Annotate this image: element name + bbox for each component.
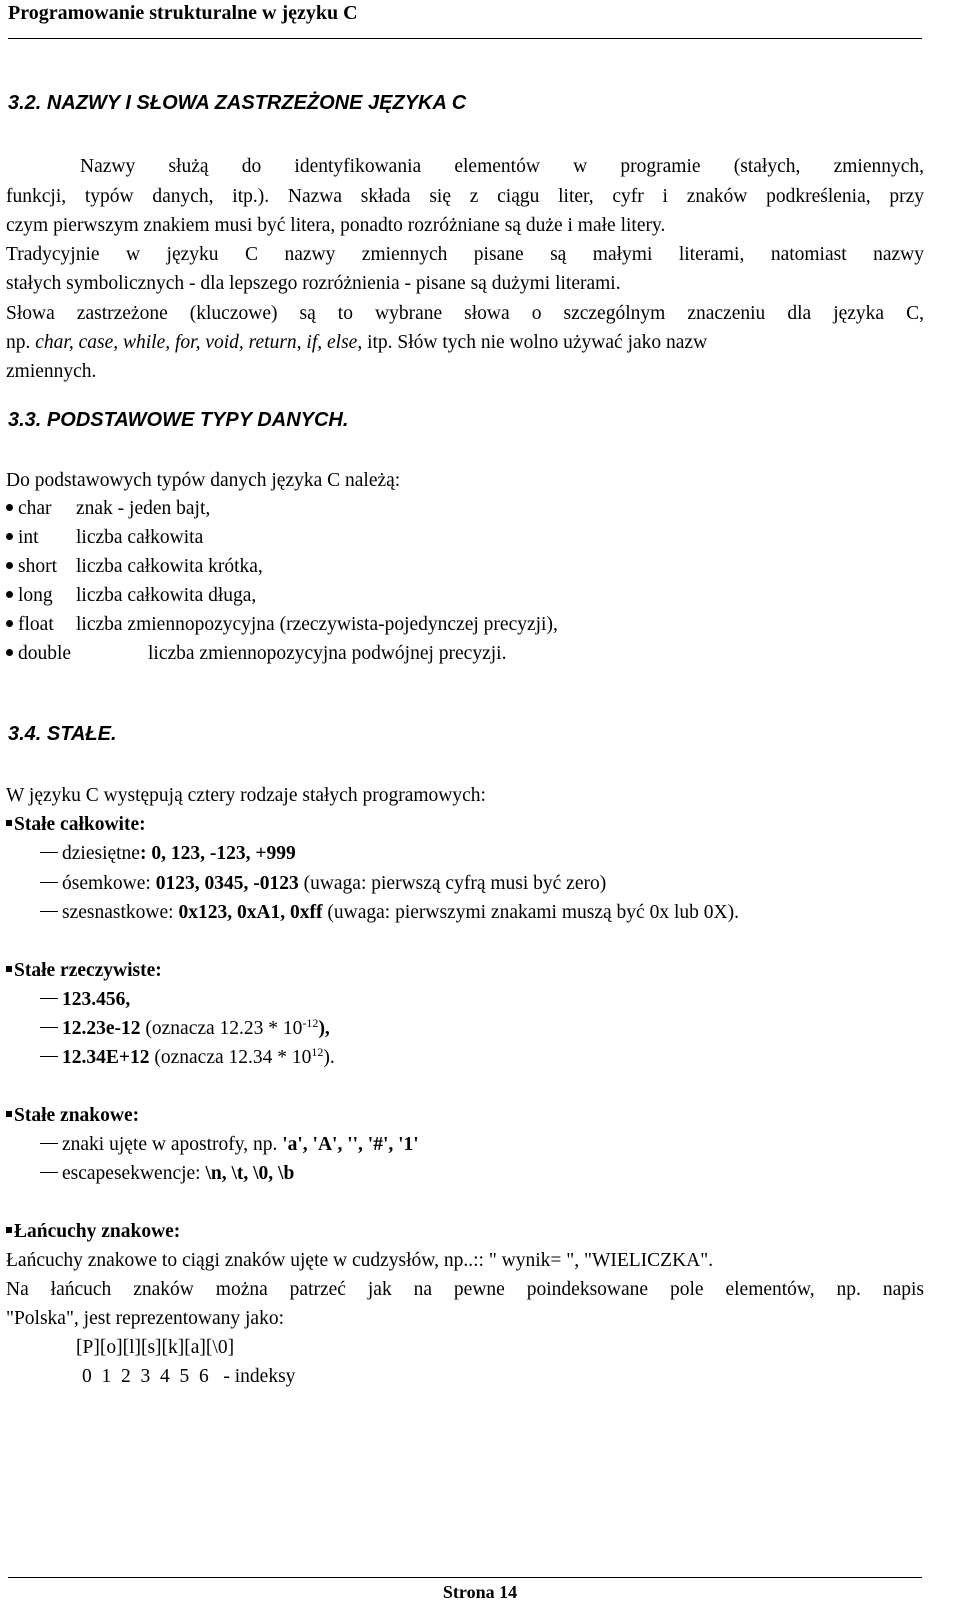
bullet-icon — [6, 562, 13, 569]
footer-rule — [8, 1577, 922, 1578]
paragraph-line: Słowa zastrzeżone (kluczowe) są to wybrane słowa o szczególnym znaczeniu dla języka C, — [6, 303, 924, 324]
type-list-item — [6, 614, 558, 636]
page-number: Strona 14 — [442, 1582, 518, 1602]
type-keyword: int — [18, 527, 39, 548]
note: (oznacza 12.23 * 10 — [140, 1018, 303, 1039]
list-line — [40, 1047, 335, 1069]
paragraph-line: stałych symbolicznych - dla lepszego rozróżnienia - pisane są dużymi literami. — [6, 273, 621, 294]
list-line — [40, 1163, 294, 1185]
subsection-title-text: Łańcuchy znakowe: — [14, 1221, 181, 1242]
values: \n, \t, \0, \b — [205, 1163, 295, 1184]
subsection-title-char — [6, 1105, 139, 1127]
section-heading-3-3: 3.3. PODSTAWOWE TYPY DANYCH. — [8, 409, 349, 431]
subsection-title-string — [6, 1221, 180, 1243]
type-desc: znak - jeden bajt, — [76, 498, 211, 519]
dash-icon — [40, 1027, 58, 1028]
dash-icon — [40, 1172, 58, 1173]
label: escapesekwencje: — [62, 1163, 206, 1184]
bullet-icon — [6, 620, 13, 627]
dash-icon — [40, 882, 58, 883]
paragraph-line: Tradycyjnie w języku C nazwy zmiennych pisane są małymi literami, natomiast nazwy — [6, 244, 924, 265]
square-bullet-icon — [6, 1111, 12, 1117]
keyword-list: char, case, while, for, void, return, if, else — [35, 332, 358, 353]
header-rule — [8, 38, 922, 39]
paragraph-line: "Polska", jest reprezentowany jako: — [6, 1308, 285, 1329]
type-keyword: float — [18, 614, 54, 635]
np-label: np. — [6, 332, 31, 353]
type-list-item — [6, 585, 256, 607]
bullet-icon — [6, 591, 13, 598]
values: 0x123, 0xA1, 0xff — [178, 902, 323, 923]
bullet-icon — [6, 533, 13, 540]
list-line — [40, 1134, 419, 1156]
square-bullet-icon — [6, 820, 12, 826]
string-index: 0 1 2 3 4 5 6 - indeksy — [82, 1366, 296, 1387]
type-list-item — [6, 527, 203, 549]
list-line — [40, 873, 606, 895]
subsection-title-real — [6, 960, 162, 982]
subsection-title-integer — [6, 814, 146, 836]
dash-icon — [40, 1056, 58, 1057]
square-bullet-icon — [6, 1227, 12, 1233]
list-line — [40, 902, 739, 924]
paragraph-line: Nazwy służą do identyfikowania elementów w programie (stałych, zmiennych, — [80, 156, 924, 177]
type-desc: liczba całkowita — [76, 527, 204, 548]
label: szesnastkowe: — [62, 902, 179, 923]
label: znaki ujęte w apostrofy, np. — [62, 1134, 283, 1155]
string-array: [P][o][l][s][k][a][\0] — [76, 1337, 235, 1358]
values: 'a', 'A', '', '#', '1' — [282, 1134, 419, 1155]
paragraph-text: , itp. Słów tych nie wolno używać jako nazw — [357, 332, 708, 353]
values: 0123, 0345, -0123 — [155, 873, 299, 894]
subsection-title-text: Stałe znakowe: — [14, 1105, 140, 1126]
note-end: ). — [323, 1047, 335, 1068]
label: dziesiętne — [62, 843, 140, 864]
type-desc: liczba całkowita długa, — [76, 585, 257, 606]
section-heading-3-2: 3.2. NAZWY I SŁOWA ZASTRZEŻONE JĘZYKA C — [8, 92, 467, 114]
type-keyword: char — [18, 498, 52, 519]
dash-icon — [40, 911, 58, 912]
type-desc: liczba zmiennopozycyjna podwójnej precyzji. — [148, 643, 507, 664]
type-list-item — [6, 556, 263, 578]
note-end: ), — [318, 1018, 330, 1039]
list-line — [40, 989, 130, 1011]
paragraph-line: Na łańcuch znaków można patrzeć jak na pewne poindeksowane pole elementów, np. napis — [6, 1279, 924, 1300]
list-line — [40, 1018, 330, 1040]
subsection-title-text: Stałe rzeczywiste: — [14, 960, 162, 981]
type-list-item — [6, 498, 210, 520]
exponent: -12 — [302, 1016, 319, 1030]
paragraph-line: zmiennych. — [6, 361, 97, 382]
type-list-item — [6, 643, 506, 665]
running-header: Programowanie strukturalne w języku C — [8, 2, 358, 24]
paragraph-line: funkcji, typów danych, itp.). Nazwa składa się z ciągu liter, cyfr i znaków podkreślenia, przy — [6, 186, 924, 207]
type-desc: liczba zmiennopozycyjna (rzeczywista-pojedynczej precyzji), — [76, 614, 558, 635]
subsection-title-text: Stałe całkowite: — [14, 814, 146, 835]
type-keyword: double — [18, 643, 72, 664]
type-keyword: short — [18, 556, 57, 577]
square-bullet-icon — [6, 966, 12, 972]
exponent: 12 — [311, 1045, 324, 1059]
dash-icon — [40, 1143, 58, 1144]
list-line — [40, 843, 296, 865]
constants-intro: W języku C występują cztery rodzaje stałych programowych: — [6, 785, 486, 806]
values: 123.456, — [62, 989, 131, 1010]
values: : 0, 123, -123, +999 — [139, 843, 296, 864]
values: 12.23e-12 — [62, 1018, 141, 1039]
dash-icon — [40, 852, 58, 853]
paragraph-line — [6, 332, 707, 354]
dash-icon — [40, 998, 58, 999]
section-heading-3-4: 3.4. STAŁE. — [8, 723, 117, 745]
note: (uwaga: pierwszą cyfrą musi być zero) — [298, 873, 607, 894]
values: 12.34E+12 — [62, 1047, 150, 1068]
bullet-icon — [6, 649, 13, 656]
paragraph-line: czym pierwszym znakiem musi być litera, ponadto rozróżniane są duże i małe litery. — [6, 215, 666, 236]
note: (oznacza 12.34 * 10 — [149, 1047, 312, 1068]
type-keyword: long — [18, 585, 53, 606]
label: ósemkowe: — [62, 873, 156, 894]
paragraph-line: Łańcuchy znakowe to ciągi znaków ujęte w cudzysłów, np..:: " wynik= ", "WIELICZKA". — [6, 1250, 714, 1271]
bullet-icon — [6, 504, 13, 511]
note: (uwaga: pierwszymi znakami muszą być 0x lub 0X). — [322, 902, 739, 923]
type-desc: liczba całkowita krótka, — [76, 556, 263, 577]
types-intro: Do podstawowych typów danych języka C należą: — [6, 470, 401, 491]
